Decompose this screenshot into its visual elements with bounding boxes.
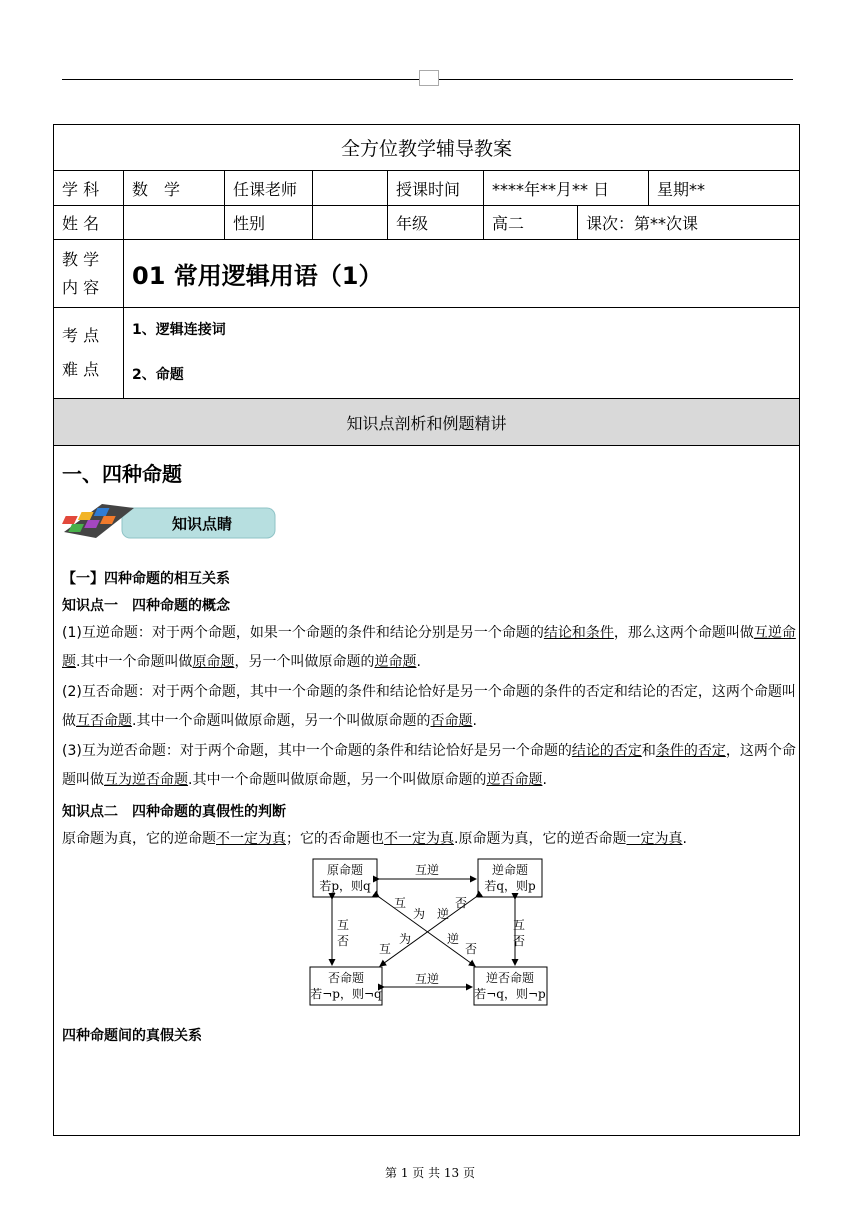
keypoints-list bbox=[124, 308, 799, 398]
svg-text:互: 互 bbox=[513, 918, 526, 932]
content-label-line2: 内 容 bbox=[62, 277, 100, 297]
name-label: 姓 名 bbox=[54, 206, 124, 239]
svg-text:逆命题: 逆命题 bbox=[491, 863, 529, 877]
content-label bbox=[54, 240, 124, 307]
svg-text:逆: 逆 bbox=[437, 907, 450, 921]
svg-text:互: 互 bbox=[379, 942, 392, 956]
knowledge-point-2: 知识点二 四种命题的真假性的判断 bbox=[62, 804, 286, 820]
knowledge-point-1: 知识点一 四种命题的概念 bbox=[62, 598, 230, 614]
grade-label: 年级 bbox=[388, 206, 484, 239]
subject-label: 学 科 bbox=[54, 171, 124, 205]
svg-text:若¬p，则¬q: 若¬p，则¬q bbox=[310, 987, 382, 1001]
gender-value bbox=[313, 206, 388, 239]
keypoint-item: 2、命题 bbox=[132, 367, 184, 383]
keypoints-row bbox=[54, 308, 799, 399]
section-bar: 知识点剖析和例题精讲 bbox=[54, 399, 799, 446]
svg-text:若¬q，则¬p: 若¬q，则¬p bbox=[474, 987, 546, 1001]
paragraph-contrapositive: (3)互为逆否命题：对于两个命题，其中一个命题的条件和结论恰好是另一个命题的结论的否定和条件的否定，这两个命题叫做互为逆否命题.其中一个命题叫做原命题，另一个叫做原命题的逆否命题. bbox=[62, 743, 796, 788]
svg-text:逆: 逆 bbox=[447, 932, 460, 946]
paragraph-inverse: (1)互逆命题：对于两个命题，如果一个命题的条件和结论分别是另一个命题的结论和条件，那么这两个命题叫做互逆命题.其中一个命题叫做原命题，另一个叫做原命题的逆命题. bbox=[62, 625, 796, 670]
svg-text:否: 否 bbox=[455, 896, 468, 910]
keypoints-label-line1: 考 点 bbox=[62, 326, 100, 345]
svg-text:互: 互 bbox=[394, 896, 407, 910]
svg-text:为: 为 bbox=[413, 907, 426, 921]
gender-label: 性别 bbox=[225, 206, 313, 239]
content-label-line1: 教 学 bbox=[62, 249, 100, 269]
content-title: 01 常用逻辑用语（1） bbox=[132, 262, 383, 290]
svg-text:互: 互 bbox=[337, 918, 350, 932]
svg-text:为: 为 bbox=[399, 932, 412, 946]
header-mark bbox=[419, 70, 439, 86]
svg-text:否: 否 bbox=[513, 934, 526, 948]
svg-text:否: 否 bbox=[465, 942, 478, 956]
badge-label: 知识点睛 bbox=[171, 515, 233, 533]
paragraph-truth: 原命题为真，它的逆命题不一定为真；它的否命题也不一定为真.原命题为真，它的逆否命题一定为真. bbox=[62, 831, 687, 847]
svg-text:若q，则p: 若q，则p bbox=[484, 879, 536, 893]
svg-text:若p，则q: 若p，则q bbox=[319, 879, 371, 893]
lesson-number: 课次：第**次课 bbox=[586, 214, 699, 233]
teacher-label: 任课老师 bbox=[225, 171, 313, 205]
doc-title: 全方位教学辅导教案 bbox=[54, 125, 799, 171]
content-row bbox=[54, 240, 799, 308]
svg-text:否: 否 bbox=[337, 934, 350, 948]
teacher-value bbox=[313, 171, 388, 205]
svg-text:互逆: 互逆 bbox=[414, 972, 440, 986]
paragraph-negation: (2)互否命题：对于两个命题，其中一个命题的条件和结论恰好是另一个命题的条件的否定和结论的否定，这两个命题叫做互否命题.其中一个命题叫做原命题，另一个叫做原命题的否命题. bbox=[62, 684, 796, 729]
svg-text:否命题: 否命题 bbox=[327, 971, 365, 985]
keypoint-item: 1、逻辑连接词 bbox=[132, 322, 226, 338]
svg-text:逆否命题: 逆否命题 bbox=[485, 971, 535, 985]
weekday: 星期** bbox=[657, 179, 706, 199]
info-row-2 bbox=[54, 206, 799, 240]
page-footer: 第 1 页 共 13 页 bbox=[385, 1166, 475, 1180]
name-value bbox=[124, 206, 225, 239]
keypoints-label bbox=[54, 308, 124, 398]
svg-text:互逆: 互逆 bbox=[414, 863, 440, 877]
knowledge-badge bbox=[62, 494, 277, 546]
subheading-relations: 【一】四种命题的相互关系 bbox=[62, 571, 230, 587]
four-propositions-diagram bbox=[307, 855, 550, 1010]
keypoints-label-line2: 难 点 bbox=[62, 360, 100, 379]
svg-text:原命题: 原命题 bbox=[326, 863, 364, 877]
time-value: ****年**月** 日 bbox=[484, 171, 649, 205]
diagram-caption: 四种命题间的真假关系 bbox=[62, 1028, 202, 1044]
time-label: 授课时间 bbox=[388, 171, 484, 205]
grade-value: 高二 bbox=[484, 206, 578, 239]
info-row-1 bbox=[54, 171, 799, 206]
subject-value: 数 学 bbox=[124, 171, 225, 205]
section-heading: 一、四种命题 bbox=[62, 462, 182, 486]
